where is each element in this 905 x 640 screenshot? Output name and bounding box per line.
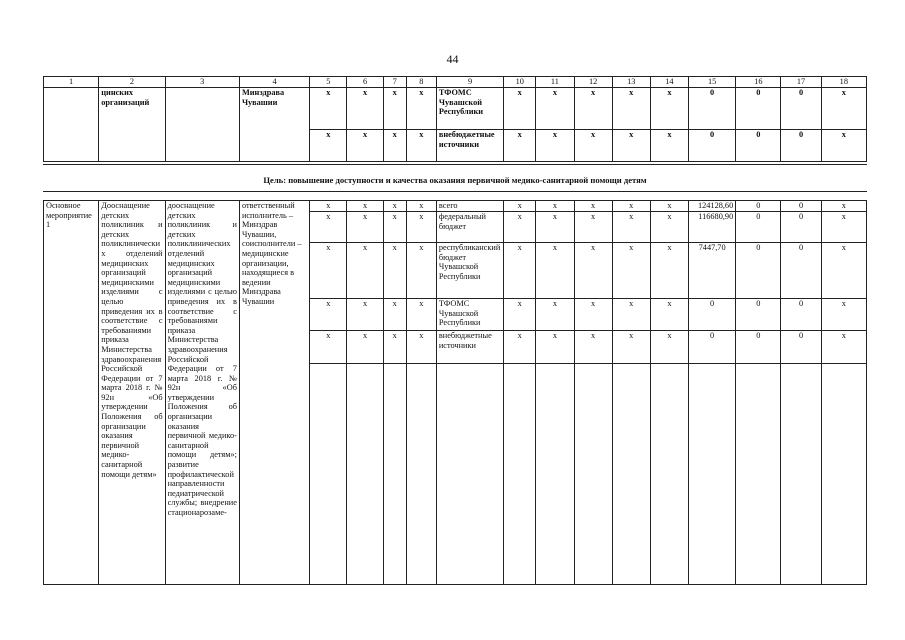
funding-source-cell: внебюджетные источники — [436, 331, 503, 364]
funding-source-cell: ТФОМС Чувашской Республики — [436, 299, 503, 331]
table-cell: x — [536, 201, 574, 212]
top-table-wrapper — [43, 76, 867, 162]
activity-description-cell: Дооснащение детских поликлиник и детских поликлинических отделений медицинских организаций медицинскими изделиями с целью приведения их в соответствие с требованиями приказа Министерства здравоохранения Российской Федерации от 7 марта 2018 г. № 92н «Об утверждении Положения об организации оказания первичной медико-санитарной помощи детям» — [99, 201, 165, 585]
table-cell: x — [821, 299, 866, 331]
cell-empty — [612, 364, 650, 585]
column-number: 8 — [406, 77, 436, 88]
table-cell: x — [612, 243, 650, 299]
column-number: 16 — [736, 77, 781, 88]
column-number: 3 — [165, 77, 239, 88]
column-number: 14 — [650, 77, 688, 88]
main-table-wrapper — [43, 200, 867, 585]
cell-empty — [383, 364, 406, 585]
table-cell: x — [612, 130, 650, 162]
table-cell: x — [574, 299, 612, 331]
table-cell: x — [310, 299, 347, 331]
activity-name-cell: Основное мероприятие 1 — [44, 201, 99, 585]
cell-empty — [736, 364, 781, 585]
table-cell: x — [821, 243, 866, 299]
column-number: 12 — [574, 77, 612, 88]
cell-empty — [436, 364, 503, 585]
table-cell: x — [504, 212, 536, 243]
column-number: 13 — [612, 77, 650, 88]
value-cell: 0 — [736, 331, 781, 364]
value-cell: 0 — [781, 130, 821, 162]
column-number: 4 — [239, 77, 309, 88]
table-cell: x — [406, 212, 436, 243]
table-cell: x — [310, 212, 347, 243]
table-cell: x — [347, 331, 383, 364]
value-cell: 0 — [689, 331, 736, 364]
org-name-cell: цинских организаций — [99, 88, 165, 162]
table-cell: x — [504, 331, 536, 364]
value-cell: 0 — [781, 331, 821, 364]
table-cell: x — [536, 88, 574, 130]
table-cell: x — [574, 331, 612, 364]
table-cell: x — [612, 88, 650, 130]
value-cell: 0 — [689, 130, 736, 162]
table-cell: x — [347, 201, 383, 212]
table-cell: x — [650, 88, 688, 130]
cell-empty — [165, 88, 239, 162]
table-cell: x — [536, 331, 574, 364]
table-cell: x — [821, 130, 866, 162]
table-cell: x — [406, 130, 436, 162]
table-cell: x — [347, 243, 383, 299]
table-cell: x — [612, 201, 650, 212]
value-cell: 0 — [781, 212, 821, 243]
table-cell: x — [650, 243, 688, 299]
table-cell: x — [383, 299, 406, 331]
page-number: 44 — [446, 52, 459, 66]
table-cell: x — [406, 201, 436, 212]
table-cell: x — [612, 299, 650, 331]
table-cell: x — [536, 243, 574, 299]
table-cell: x — [383, 212, 406, 243]
column-number: 10 — [504, 77, 536, 88]
table-cell: x — [383, 130, 406, 162]
table-cell: x — [821, 212, 866, 243]
table-cell: x — [650, 201, 688, 212]
table-cell: x — [504, 299, 536, 331]
table-cell: x — [347, 130, 383, 162]
value-cell: 0 — [689, 88, 736, 130]
divider — [43, 191, 867, 192]
table-cell: x — [504, 130, 536, 162]
column-number: 5 — [310, 77, 347, 88]
column-number: 1 — [44, 77, 99, 88]
table-cell: x — [650, 130, 688, 162]
table-cell: x — [383, 243, 406, 299]
table-cell: x — [574, 88, 612, 130]
value-cell: 7447,70 — [689, 243, 736, 299]
table-cell: x — [536, 299, 574, 331]
value-cell: 0 — [781, 201, 821, 212]
column-number: 9 — [436, 77, 503, 88]
cell-empty — [536, 364, 574, 585]
value-cell: 0 — [736, 212, 781, 243]
cell-empty — [689, 364, 736, 585]
cell-empty — [821, 364, 866, 585]
value-cell: 0 — [736, 201, 781, 212]
executor-cell: ответственный исполнитель – Минздрав Чувашии, соисполнители – медицинские организации, находящиеся в ведении Минздрава Чувашии — [239, 201, 309, 585]
activity-details-cell: дооснащение детских поликлиник и детских поликлинических отделений медицинских организаций медицинскими изделиями с целью приведения их в соответствие с требованиями приказа Министерства здравоохранения Российской Федерации от 7 марта 2018 г. № 92н «Об утверждении Положения об организации оказания первичной медико-санитарной помощи детям»; развитие профилактической направленности педиатрической службы; внедрение стационарозаме- — [165, 201, 239, 585]
table-cell: x — [536, 212, 574, 243]
table-row — [44, 201, 867, 212]
top-table — [43, 76, 867, 162]
table-cell: x — [650, 299, 688, 331]
table-cell: x — [574, 212, 612, 243]
value-cell: 0 — [781, 243, 821, 299]
table-cell: x — [504, 88, 536, 130]
table-cell: x — [383, 331, 406, 364]
column-number: 7 — [383, 77, 406, 88]
table-cell: x — [347, 212, 383, 243]
value-cell: 124128,60 — [689, 201, 736, 212]
funding-source-cell: федеральный бюджет — [436, 212, 503, 243]
funding-source-cell: всего — [436, 201, 503, 212]
table-cell: x — [383, 88, 406, 130]
table-cell: x — [821, 88, 866, 130]
table-cell: x — [347, 88, 383, 130]
table-cell: x — [612, 331, 650, 364]
table-cell: x — [821, 201, 866, 212]
value-cell: 0 — [736, 243, 781, 299]
table-cell: x — [406, 88, 436, 130]
cell-empty — [406, 364, 436, 585]
table-cell: x — [821, 331, 866, 364]
table-cell: x — [310, 88, 347, 130]
cell-empty — [574, 364, 612, 585]
table-cell: x — [574, 130, 612, 162]
table-cell: x — [574, 243, 612, 299]
table-cell: x — [347, 299, 383, 331]
funding-source-cell: внебюджетные источники — [436, 130, 503, 162]
table-cell: x — [574, 201, 612, 212]
table-cell: x — [406, 331, 436, 364]
value-cell: 116680,90 — [689, 212, 736, 243]
table-cell: x — [310, 201, 347, 212]
column-number: 17 — [781, 77, 821, 88]
table-cell: x — [406, 243, 436, 299]
value-cell: 0 — [736, 88, 781, 130]
column-number: 11 — [536, 77, 574, 88]
cell-empty — [781, 364, 821, 585]
cell-empty — [504, 364, 536, 585]
table-cell: x — [310, 243, 347, 299]
funding-source-cell: ТФОМС Чувашской Республики — [436, 88, 503, 130]
table-cell: x — [504, 201, 536, 212]
column-number: 6 — [347, 77, 383, 88]
table-cell: x — [383, 201, 406, 212]
column-number: 2 — [99, 77, 165, 88]
table-row — [44, 88, 867, 130]
value-cell: 0 — [736, 130, 781, 162]
table-cell: x — [650, 331, 688, 364]
table-cell: x — [650, 212, 688, 243]
cell-empty — [310, 364, 347, 585]
table-cell: x — [536, 130, 574, 162]
column-number: 15 — [689, 77, 736, 88]
cell-empty — [44, 88, 99, 162]
column-number-row — [44, 77, 867, 88]
value-cell: 0 — [781, 88, 821, 130]
table-cell: x — [504, 243, 536, 299]
cell-empty — [650, 364, 688, 585]
divider — [43, 164, 867, 165]
table-cell: x — [310, 331, 347, 364]
table-cell: x — [612, 212, 650, 243]
column-number: 18 — [821, 77, 866, 88]
table-cell: x — [310, 130, 347, 162]
value-cell: 0 — [736, 299, 781, 331]
executor-cell: Минздрава Чувашии — [239, 88, 309, 162]
cell-empty — [347, 364, 383, 585]
goal-heading: Цель: повышение доступности и качества оказания первичной медико-санитарной помощи детям — [263, 175, 647, 185]
value-cell: 0 — [689, 299, 736, 331]
main-table — [43, 200, 867, 585]
table-cell: x — [406, 299, 436, 331]
value-cell: 0 — [781, 299, 821, 331]
funding-source-cell: республиканский бюджет Чувашской Республики — [436, 243, 503, 299]
